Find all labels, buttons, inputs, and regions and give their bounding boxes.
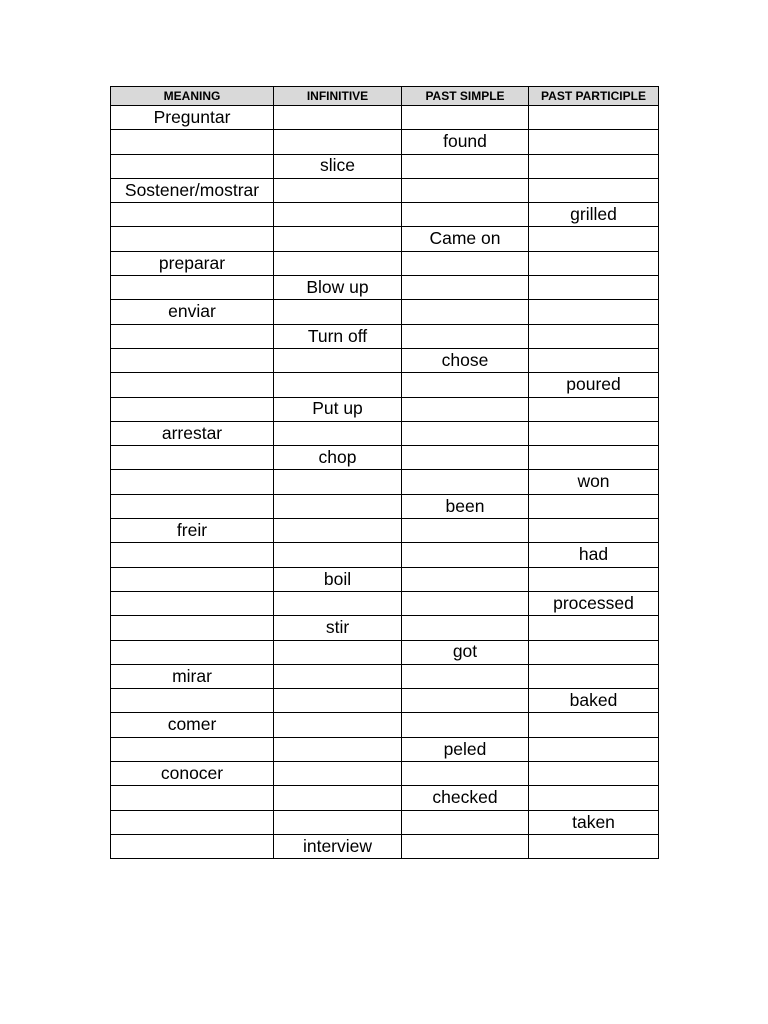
past-participle-cell xyxy=(529,737,659,761)
infinitive-cell xyxy=(274,810,402,834)
infinitive-cell: stir xyxy=(274,616,402,640)
infinitive-cell xyxy=(274,713,402,737)
past-participle-cell xyxy=(529,397,659,421)
table-row xyxy=(111,591,659,615)
past-simple-cell xyxy=(402,543,529,567)
past-participle-cell xyxy=(529,713,659,737)
meaning-cell xyxy=(111,324,274,348)
table-row xyxy=(111,834,659,858)
past-simple-cell xyxy=(402,689,529,713)
past-simple-cell: found xyxy=(402,130,529,154)
past-participle-cell xyxy=(529,106,659,130)
past-participle-cell: baked xyxy=(529,689,659,713)
table-row xyxy=(111,178,659,202)
past-participle-cell xyxy=(529,251,659,275)
past-simple-cell xyxy=(402,300,529,324)
past-participle-cell xyxy=(529,834,659,858)
header-past-simple: PAST SIMPLE xyxy=(402,87,529,106)
table-row xyxy=(111,494,659,518)
meaning-cell xyxy=(111,154,274,178)
meaning-cell xyxy=(111,810,274,834)
past-simple-cell: Came on xyxy=(402,227,529,251)
past-participle-cell xyxy=(529,227,659,251)
past-participle-cell xyxy=(529,762,659,786)
past-simple-cell: been xyxy=(402,494,529,518)
past-simple-cell xyxy=(402,421,529,445)
meaning-cell: freir xyxy=(111,519,274,543)
table-row xyxy=(111,762,659,786)
past-participle-cell xyxy=(529,519,659,543)
past-simple-cell xyxy=(402,616,529,640)
past-simple-cell xyxy=(402,762,529,786)
past-participle-cell xyxy=(529,178,659,202)
table-row xyxy=(111,276,659,300)
table-row xyxy=(111,446,659,470)
meaning-cell xyxy=(111,737,274,761)
infinitive-cell xyxy=(274,203,402,227)
meaning-cell xyxy=(111,689,274,713)
past-participle-cell: had xyxy=(529,543,659,567)
past-participle-cell xyxy=(529,567,659,591)
infinitive-cell xyxy=(274,373,402,397)
infinitive-cell xyxy=(274,494,402,518)
infinitive-cell xyxy=(274,737,402,761)
past-simple-cell xyxy=(402,106,529,130)
table-row xyxy=(111,300,659,324)
past-simple-cell xyxy=(402,203,529,227)
past-participle-cell xyxy=(529,348,659,372)
table-row xyxy=(111,130,659,154)
header-infinitive: INFINITIVE xyxy=(274,87,402,106)
past-simple-cell xyxy=(402,446,529,470)
meaning-cell xyxy=(111,446,274,470)
meaning-cell: comer xyxy=(111,713,274,737)
past-participle-cell xyxy=(529,786,659,810)
meaning-cell xyxy=(111,591,274,615)
table-row xyxy=(111,519,659,543)
header-row xyxy=(111,87,659,106)
past-simple-cell xyxy=(402,834,529,858)
past-simple-cell xyxy=(402,664,529,688)
infinitive-cell xyxy=(274,591,402,615)
past-simple-cell xyxy=(402,591,529,615)
table-row xyxy=(111,251,659,275)
meaning-cell xyxy=(111,227,274,251)
meaning-cell: arrestar xyxy=(111,421,274,445)
table-row xyxy=(111,373,659,397)
infinitive-cell xyxy=(274,640,402,664)
table-row xyxy=(111,203,659,227)
past-simple-cell xyxy=(402,251,529,275)
infinitive-cell xyxy=(274,106,402,130)
infinitive-cell xyxy=(274,543,402,567)
past-participle-cell: taken xyxy=(529,810,659,834)
past-simple-cell xyxy=(402,810,529,834)
infinitive-cell xyxy=(274,130,402,154)
table-row xyxy=(111,543,659,567)
past-participle-cell: won xyxy=(529,470,659,494)
table-row xyxy=(111,786,659,810)
table-row xyxy=(111,713,659,737)
meaning-cell: Preguntar xyxy=(111,106,274,130)
meaning-cell xyxy=(111,543,274,567)
meaning-cell: mirar xyxy=(111,664,274,688)
past-participle-cell xyxy=(529,664,659,688)
infinitive-cell: Blow up xyxy=(274,276,402,300)
past-participle-cell xyxy=(529,300,659,324)
table-row xyxy=(111,810,659,834)
infinitive-cell xyxy=(274,664,402,688)
meaning-cell xyxy=(111,616,274,640)
past-simple-cell xyxy=(402,397,529,421)
infinitive-cell: chop xyxy=(274,446,402,470)
infinitive-cell: Turn off xyxy=(274,324,402,348)
infinitive-cell xyxy=(274,421,402,445)
past-participle-cell xyxy=(529,640,659,664)
meaning-cell: Sostener/mostrar xyxy=(111,178,274,202)
past-simple-cell xyxy=(402,154,529,178)
meaning-cell: conocer xyxy=(111,762,274,786)
infinitive-cell: boil xyxy=(274,567,402,591)
infinitive-cell xyxy=(274,348,402,372)
table-row xyxy=(111,106,659,130)
past-simple-cell: checked xyxy=(402,786,529,810)
meaning-cell: enviar xyxy=(111,300,274,324)
table-row xyxy=(111,324,659,348)
past-participle-cell: processed xyxy=(529,591,659,615)
past-participle-cell xyxy=(529,616,659,640)
table-row xyxy=(111,737,659,761)
infinitive-cell xyxy=(274,178,402,202)
table-row xyxy=(111,567,659,591)
past-simple-cell xyxy=(402,324,529,348)
table-row xyxy=(111,154,659,178)
meaning-cell xyxy=(111,130,274,154)
table-row xyxy=(111,689,659,713)
infinitive-cell xyxy=(274,519,402,543)
past-simple-cell xyxy=(402,519,529,543)
past-participle-cell: grilled xyxy=(529,203,659,227)
past-simple-cell xyxy=(402,713,529,737)
meaning-cell xyxy=(111,348,274,372)
infinitive-cell xyxy=(274,251,402,275)
past-simple-cell: peled xyxy=(402,737,529,761)
past-participle-cell xyxy=(529,130,659,154)
meaning-cell xyxy=(111,640,274,664)
meaning-cell xyxy=(111,786,274,810)
meaning-cell xyxy=(111,567,274,591)
meaning-cell xyxy=(111,470,274,494)
verb-table xyxy=(110,86,659,859)
table-row xyxy=(111,616,659,640)
meaning-cell: preparar xyxy=(111,251,274,275)
infinitive-cell: interview xyxy=(274,834,402,858)
table-row xyxy=(111,348,659,372)
infinitive-cell xyxy=(274,470,402,494)
past-participle-cell: poured xyxy=(529,373,659,397)
past-simple-cell xyxy=(402,470,529,494)
infinitive-cell xyxy=(274,300,402,324)
past-simple-cell xyxy=(402,178,529,202)
past-participle-cell xyxy=(529,324,659,348)
table-row xyxy=(111,470,659,494)
table-row xyxy=(111,640,659,664)
meaning-cell xyxy=(111,494,274,518)
header-past-participle: PAST PARTICIPLE xyxy=(529,87,659,106)
infinitive-cell: slice xyxy=(274,154,402,178)
table-row xyxy=(111,227,659,251)
meaning-cell xyxy=(111,834,274,858)
meaning-cell xyxy=(111,397,274,421)
past-participle-cell xyxy=(529,494,659,518)
infinitive-cell: Put up xyxy=(274,397,402,421)
past-simple-cell xyxy=(402,373,529,397)
infinitive-cell xyxy=(274,227,402,251)
meaning-cell xyxy=(111,276,274,300)
table-row xyxy=(111,421,659,445)
past-simple-cell: chose xyxy=(402,348,529,372)
table-body xyxy=(111,106,659,859)
header-meaning: MEANING xyxy=(111,87,274,106)
past-participle-cell xyxy=(529,446,659,470)
table-row xyxy=(111,664,659,688)
past-simple-cell xyxy=(402,276,529,300)
table-row xyxy=(111,397,659,421)
meaning-cell xyxy=(111,203,274,227)
infinitive-cell xyxy=(274,786,402,810)
infinitive-cell xyxy=(274,689,402,713)
past-simple-cell xyxy=(402,567,529,591)
past-participle-cell xyxy=(529,276,659,300)
infinitive-cell xyxy=(274,762,402,786)
past-participle-cell xyxy=(529,154,659,178)
past-simple-cell: got xyxy=(402,640,529,664)
past-participle-cell xyxy=(529,421,659,445)
meaning-cell xyxy=(111,373,274,397)
